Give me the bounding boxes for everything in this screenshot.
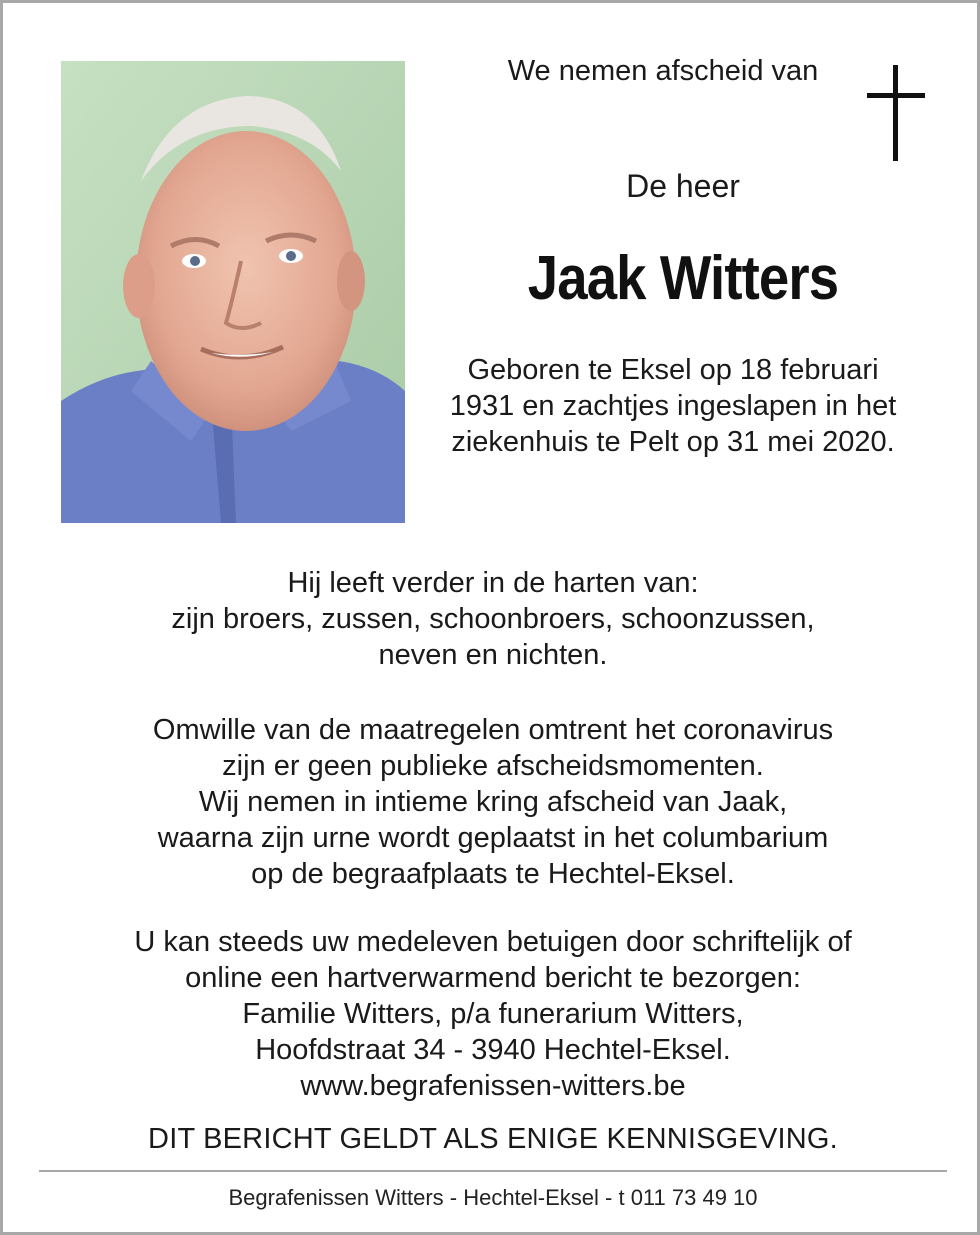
notice-text: DIT BERICHT GELDT ALS ENIGE KENNISGEVING. [148,1123,838,1155]
birth-line: Geboren te Eksel op 18 februari [467,354,879,386]
text-line: zijn broers, zussen, schoonbroers, schoonzussen, [171,603,815,635]
birth-death-info [423,352,923,460]
cross-horizontal-bar [867,93,925,98]
footer-text: Begrafenissen Witters - Hechtel-Eksel - t 011 73 49 10 [228,1185,758,1210]
text-line: Hij leeft verder in de harten van: [287,567,699,599]
text-line: Familie Witters, p/a funerarium Witters, [242,998,744,1030]
survivors-paragraph [43,565,943,673]
text-line: zijn er geen publieke afscheidsmomenten. [222,750,764,782]
footer-divider [39,1170,947,1172]
salutation: De heer [626,168,740,204]
text-line: neven en nichten. [378,639,608,671]
condolence-paragraph [43,924,943,1104]
portrait-photo [61,61,405,523]
cross-vertical-bar [893,65,898,161]
text-line: U kan steeds uw medeleven betuigen door schriftelijk of [134,926,852,958]
birth-line: ziekenhuis te Pelt op 31 mei 2020. [451,426,895,458]
website-text: www.begrafenissen-witters.be [300,1070,686,1102]
text-line: online een hartverwarmend bericht te bezorgen: [185,962,801,994]
birth-line: 1931 en zachtjes ingeslapen in het [449,390,897,422]
text-line: waarna zijn urne wordt geplaatst in het columbarium [157,822,829,854]
text-line: Hoofdstraat 34 - 3940 Hechtel-Eksel. [255,1034,731,1066]
text-line: Wij nemen in intieme kring afscheid van Jaak, [198,786,788,818]
ceremony-paragraph [43,712,943,892]
latin-cross-icon [867,65,925,161]
deceased-name: Jaak Witters [527,244,839,313]
intro-text: We nemen afscheid van [507,55,819,87]
text-line: Omwille van de maatregelen omtrent het coronavirus [152,714,834,746]
text-line: op de begraafplaats te Hechtel-Eksel. [251,858,735,890]
